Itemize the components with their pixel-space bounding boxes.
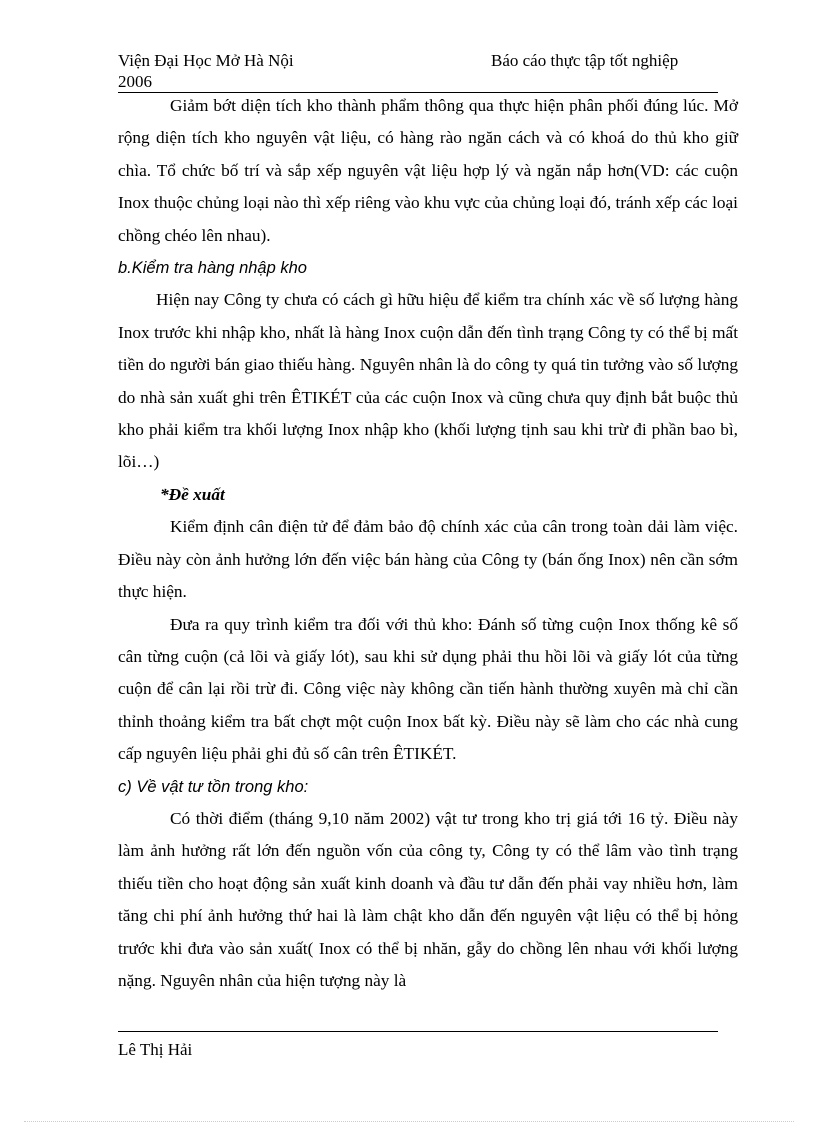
paragraph-warehouse-area: Giảm bớt diện tích kho thành phẩm thông qua thực hiện phân phối đúng lúc. Mở rộng diện tích kho nguyên vật liệu, có hàng rào ngăn cách và có khoá do thủ kho giữ chìa. Tổ chức bố trí và sắp xếp nguyên vật liệu hợp lý và ngăn nắp hơn(VD: các cuộn Inox thuộc chủng loại nào thì xếp riêng vào khu vực của chủng loại đó, tránh xếp các loại chồng chéo lên nhau). (118, 96, 738, 245)
paragraph-incoming-inspection: Hiện nay Công ty chưa có cách gì hữu hiệu để kiểm tra chính xác về số lượng hàng Inox trước khi nhập kho, nhất là hàng Inox cuộn dẫn đến tình trạng Công ty có thể bị mất tiền do người bán giao thiếu hàng. Nguyên nhân là do công ty quá tin tưởng vào số lượng do nhà sản xuất ghi trên ÊTIKÉT của các cuộn Inox và cũng chưa quy định bắt buộc thủ kho phải kiểm tra khối lượng Inox nhập kho (khối lượng tịnh sau khi trừ đi phần bao bì, lõi…) (118, 290, 738, 472)
page-bottom-border (24, 1121, 794, 1122)
paragraph-inventory: Có thời điểm (tháng 9,10 năm 2002) vật tư trong kho trị giá tới 16 tỷ. Điều này làm ảnh hưởng rất lớn đến nguồn vốn của công ty, Công ty có thể lâm vào tình trạng thiếu tiền cho hoạt động sản xuất kinh doanh và đầu tư dẫn đến phải vay nhiều hơn, làm tăng chi phí ảnh hưởng thứ hai là làm chật kho dẫn đến nguyên vật liệu có thể bị hỏng trước khi đưa vào sản xuất( Inox có thể bị nhăn, gẫy do chồng lên nhau với khối lượng nặng. Nguyên nhân của hiện tượng này là (118, 808, 738, 990)
section-heading-c: c) Về vật tư tồn trong kho: (118, 777, 309, 796)
paragraph-inspection-procedure: Đưa ra quy trình kiểm tra đối với thủ kho: Đánh số từng cuộn Inox thống kê số cân từng cuộn (cả lõi và giấy lót), sau khi sử dụng phải thu hồi lõi và giấy lót của từng cuộn để cân lại rồi trừ đi. Công việc này không cần tiến hành thường xuyên mà chỉ cần thỉnh thoảng kiểm tra bất chợt một cuộn Inox bất kỳ. Điều này sẽ làm cho các nhà cung cấp nguyên liệu phải ghi đủ số cân trên ÊTIKÉT. (118, 614, 738, 764)
header-institution: Viện Đại Học Mở Hà Nội (118, 51, 294, 70)
header-report-title: Báo cáo thực tập tốt nghiệp (491, 51, 679, 70)
paragraph-scale-calibration: Kiểm định cân điện tử để đảm bảo độ chính xác của cân trong toàn dải làm việc. Điều này còn ảnh hưởng lớn đến việc bán hàng của Công ty (bán ống Inox) nên cần sớm thực hiện. (118, 517, 738, 602)
document-body (118, 90, 738, 997)
section-heading-b: b.Kiểm tra hàng nhập kho (118, 259, 307, 278)
footer-divider (118, 1031, 718, 1032)
header-left (118, 50, 294, 92)
proposal-heading: *Đề xuất (160, 484, 225, 504)
header-year: 2006 (118, 72, 152, 91)
footer-author: Lê Thị Hải (118, 1040, 193, 1059)
